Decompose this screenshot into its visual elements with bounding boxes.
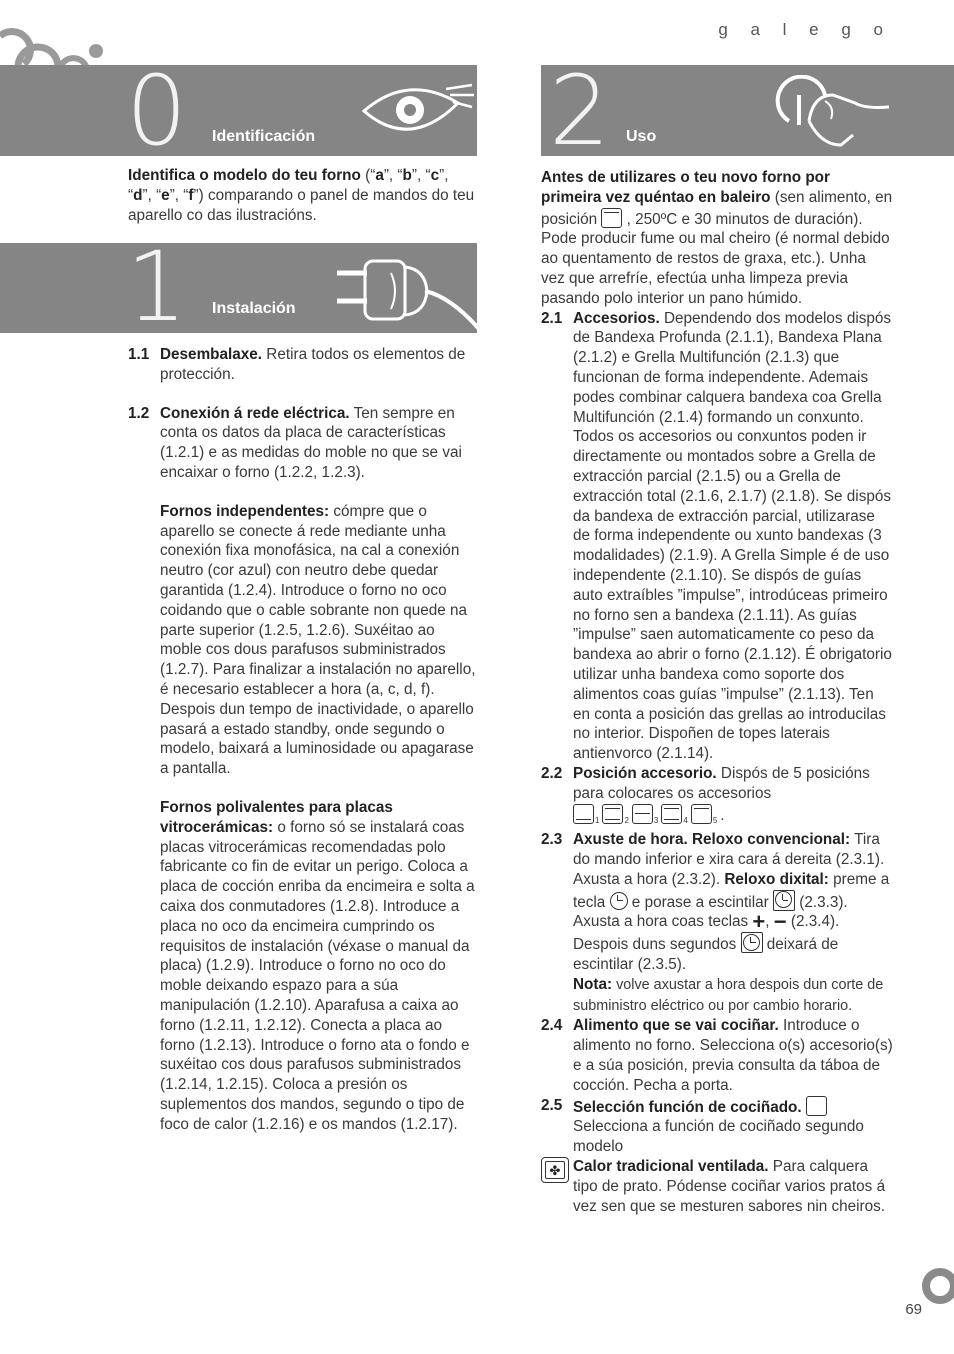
decorative-circles-icon: [0, 22, 110, 68]
position-5-icon: [691, 804, 712, 824]
clock-display-icon: [741, 932, 763, 953]
decorative-circle-icon: [920, 1266, 954, 1306]
section-2-banner: [541, 65, 954, 156]
list-item: 2.3 Axuste de hora. Reloxo convencional: Tira do mando inferior e xira cara á dereita (2.3.1). Axusta a hora (2.3.2). Reloxo dixital: preme a tecla e porase a escintilar (2.3.3). Axusta a hora coas teclas +, − (2.3.4). Despois duns segundos deixará de escintilar (2.3.5). Nota: volve axustar a hora despois dun corte de subministro eléctrico ou por cambio horario.: [541, 831, 890, 1014]
top-heat-icon: [601, 208, 622, 228]
usage-text: Antes de utilizares o teu novo forno por primeira vez quéntao en baleiro (sen alimento, en posición , 250ºC e 30 minutos de duración). Pode producir fume ou mal cheiro (é normal debido ao quentamento de restos de graxa, etc.). Unha vez que arrefríe, efectúa unha limpeza previa pasando polo interior un pano húmido. 2.1 Accesorios. Dependendo dos modelos dispós de Bandexa Profunda (2.1.1), Bandexa Plana (2.1.2) e Grella Multifunción (2.1.3) que funcionan de forma independente. Ademais podes combinar calquera bandexa coa Grella Multifunción (2.1.4) formando un conxunto. Todos os accesorios ou conxuntos poden ir directamente ou montados sobre a Grella de extracción parcial (2.1.5) ou a Grella de extracción total (2.1.6, 2.1.7) (2.1.8). Se dispós da bandexa de extracción parcial, utilizarase de forma independente ou xunto bandexas (3 modalidades) (2.1.9). A Grella Simple é de uso independente (2.1.10). Se dispós de guías auto extraíbles ”impulse”, introdúceas primeiro no forno sen a bandexa (2.1.11). As guías ”impulse” saen automaticamente co peso da bandexa ao abrir o forno (2.1.12). É obrigatorio utilizar unha bandexa como soporte dos alimentos coas guías ”impulse” (2.1.13). Ten en conta a posición das grellas ao introducilas no interior. Dispoñen de topes laterais antienvorco (2.1.14). 2.2 Posición accesorio. Dispós de 5 posicións para colocares os accesorios $_1$ $_2$ $_3$ $_4$ $_5$ . 2.3 Axuste de hora. Reloxo convencional: Tira do mando inferior e xira cara á dereita (2.3.1). Axusta a hora (2.3.2). Reloxo dixital: preme a tecla e porase a escintilar (2.3.3). Axusta a hora coas teclas +, − (2.3.4). Despois duns segundos deixará de escintilar (2.3.5). Nota: volve axustar a hora despois dun corte de subministro eléctrico ou por cambio horario. 2.4 Alimento que se vai cociñar. Introduce o alimento no forno. Selecciona o(s) accesorio(s) e a súa posición, previa consulta da táboa de cocción. Pecha a porta. 2.5 Selección función de cociñado. Selecciona a función de cociñado segundo modelo ✤ Calor tradicional ventilada. Para calquera tipo de prato. Pódense cociñar varios pratos á vez sen que se mesturen sabores nin cheiros.: [541, 169, 893, 1215]
position-4-icon: [661, 804, 682, 824]
list-item: 1.2 Conexión á rede eléctrica. Ten sempre en conta os datos da placa de características (1.2.1) e as medidas do moble no que se vai encaixar o forno (1.2.2, 1.2.3). Fornos independentes: cómpre que o aparello se conecte á rede mediante unha conexión fixa monofásica, na cal a conexión neutro (cor azul) con neutro debe quedar garantida (1.2.4). Introduce o forno no oco coidando que o cable sobrante non quede na parte superior (1.2.5, 1.2.6). Suxéitao ao moble cos dous parafusos subministrados (1.2.7). Para finalizar a instalación no aparello, é necesario establecer a hora (a, c, d, f). Despois dun tempo de inactividade, o aparello pasará a estado standby, onde segundo o modelo, baixará a luminosidade ou apagarase a pantalla. Fornos polivalentes para placas vitrocerámicas: o forno só se instalará coas placas vitrocerámicas recomendadas polo fabricante co fin de evitar un perigo. Coloca a placa de cocción enriba da encimeira e solta a caixa dos conmutadores (1.2.8). Introduce a placa no oco da encimeira cumprindo os requisitos de instalación (véxase o manual da placa) (1.2.9). Introduce o forno no oco do moble deixando espazo para a súa manipulación (1.2.10). Aparafusa a caixa ao forno (1.2.11, 1.2.12). Conecta a placa ao forno (1.2.13). Introduce o forno ata o fondo e suxéitao cos dous parafusos subministrados (1.2.14, 1.2.15). Coloca a presión os suplementos dos mandos, segundo o tipo de foco de calor (1.2.16) e os mandos (1.2.17).: [128, 404, 476, 1133]
position-3-icon: [632, 804, 653, 824]
fan-icon: ✤: [541, 1157, 569, 1183]
plug-icon: [333, 257, 477, 333]
list-item: 1.1 Desembalaxe. Retira todos os elementos de protección.: [128, 346, 466, 383]
language-label: g a l e g o: [718, 20, 892, 39]
list-item: 2.5 Selección función de cociñado. Selecciona a función de cociñado segundo modelo: [541, 1096, 864, 1156]
position-2-icon: [602, 804, 623, 824]
list-item: 2.1 Accesorios. Dependendo dos modelos dispós de Bandexa Profunda (2.1.1), Bandexa Plana (2.1.2) e Grella Multifunción (2.1.3) que funcionan de forma independente. Ademais podes combinar calquera bandexa coa Grella Multifunción (2.1.4) formando un conxunto. Todos os accesorios ou conxuntos poden ir directamente ou montados sobre a Grella de extracción parcial (2.1.5) ou a Grella de extracción total (2.1.6, 2.1.7) (2.1.8). Se dispós da bandexa de extracción parcial, utilizarase de forma independente ou xunto bandexas (3 modalidades) (2.1.9). A Grella Simple é de uso independente (2.1.10). Se dispós de guías auto extraíbles ”impulse”, introdúceas primeiro no forno sen a bandexa (2.1.11). As guías ”impulse” saen automaticamente co peso da bandexa ao abrir o forno (2.1.12). É obrigatorio utilizar unha bandexa como soporte dos alimentos coas guías ”impulse” (2.1.13). Ten en conta a posición das grellas ao introducilas no interior. Dispoñen de topes laterais antienvorco (2.1.14).: [541, 309, 892, 763]
position-1-icon: [573, 804, 594, 824]
plus-icon: +: [752, 909, 766, 935]
page-number: 69: [905, 1301, 922, 1318]
section-title: Identificación: [212, 128, 316, 145]
function-selector-icon: [806, 1096, 827, 1116]
section-title: Uso: [626, 128, 657, 145]
eye-icon: [358, 73, 477, 143]
section-number: 0: [126, 65, 188, 156]
list-item: 2.4 Alimento que se vai cociñar. Introduce o alimento no forno. Selecciona o(s) accesorio(s) e a súa posición, previa consulta da táboa de cocción. Pecha a porta.: [541, 1017, 893, 1094]
section-title: Instalación: [212, 300, 296, 317]
list-item: ✤ Calor tradicional ventilada. Para calquera tipo de prato. Pódense cociñar varios pratos á vez sen que se mesturen sabores nin cheiros.: [541, 1157, 893, 1216]
minus-icon: −: [773, 909, 787, 935]
section-number: 1: [126, 243, 188, 333]
section-1-banner: [0, 243, 477, 333]
identification-text: Identifica o modelo do teu forno (“a”, “b”, “c”, “d”, “e”, “f”) comparando o panel de mandos do teu aparello co das ilustracións.: [128, 167, 475, 224]
clock-display-icon: [773, 890, 795, 911]
installation-text: [128, 345, 478, 1134]
clock-icon: [610, 892, 628, 910]
section-0-banner: [0, 65, 477, 156]
finger-press-icon: [769, 75, 899, 155]
list-item: 2.2 Posición accesorio. Dispós de 5 posicións para colocares os accesorios $_1$ $_2$ $_3$ $_4$ $_5$ .: [541, 764, 870, 825]
section-number: 2: [549, 65, 611, 156]
identification-lead: Identifica o modelo do teu forno: [128, 167, 361, 184]
